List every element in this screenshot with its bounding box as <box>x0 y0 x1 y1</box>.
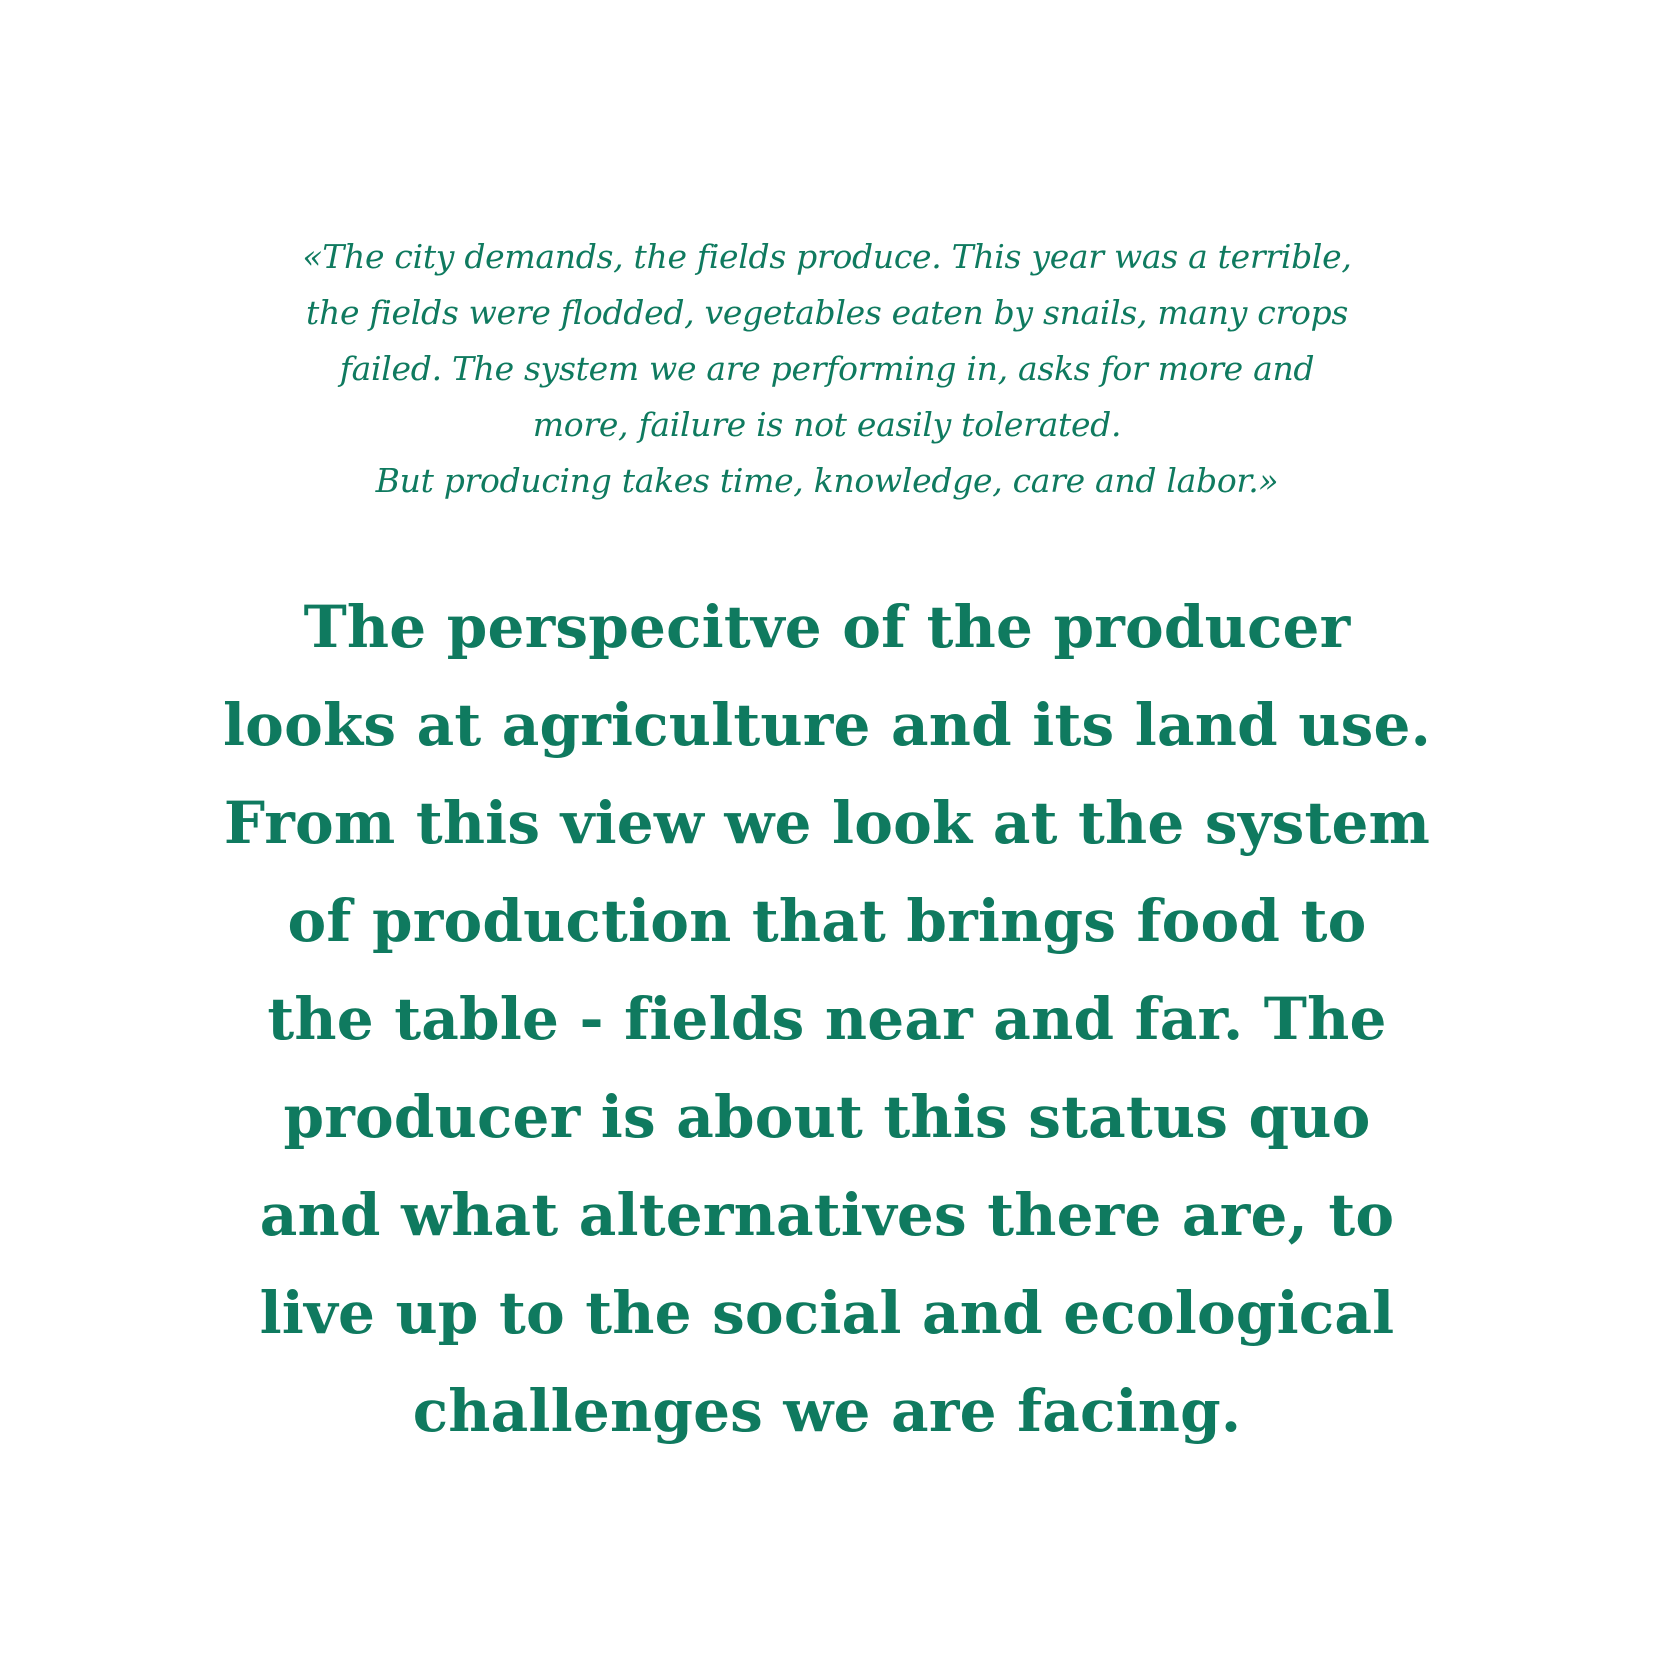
statement-line: of production that brings food to <box>287 887 1367 955</box>
quote-line: «The city demands, the fields produce. This year was a terrible, <box>302 237 1352 276</box>
statement-line: and what alternatives there are, to <box>259 1181 1395 1249</box>
quote-line: more, failure is not easily tolerated. <box>532 405 1122 444</box>
statement-line: looks at agriculture and its land use. <box>222 691 1432 759</box>
quote-block <box>227 229 1427 509</box>
statement-line: The perspecitve of the producer <box>303 593 1351 661</box>
statement-line: challenges we are facing. <box>412 1377 1242 1445</box>
statement-block <box>177 578 1477 1460</box>
statement-line: From this view we look at the system <box>223 789 1431 857</box>
quote-line: But producing takes time, knowledge, care and labor.» <box>375 461 1279 500</box>
statement-line: the table - fields near and far. The <box>267 985 1387 1053</box>
statement-line: live up to the social and ecological <box>259 1279 1395 1347</box>
quote-line: failed. The system we are performing in, asks for more and <box>339 349 1315 388</box>
quote-line: the fields were flodded, vegetables eaten by snails, many crops <box>306 293 1348 332</box>
statement-line: producer is about this status quo <box>283 1083 1371 1151</box>
